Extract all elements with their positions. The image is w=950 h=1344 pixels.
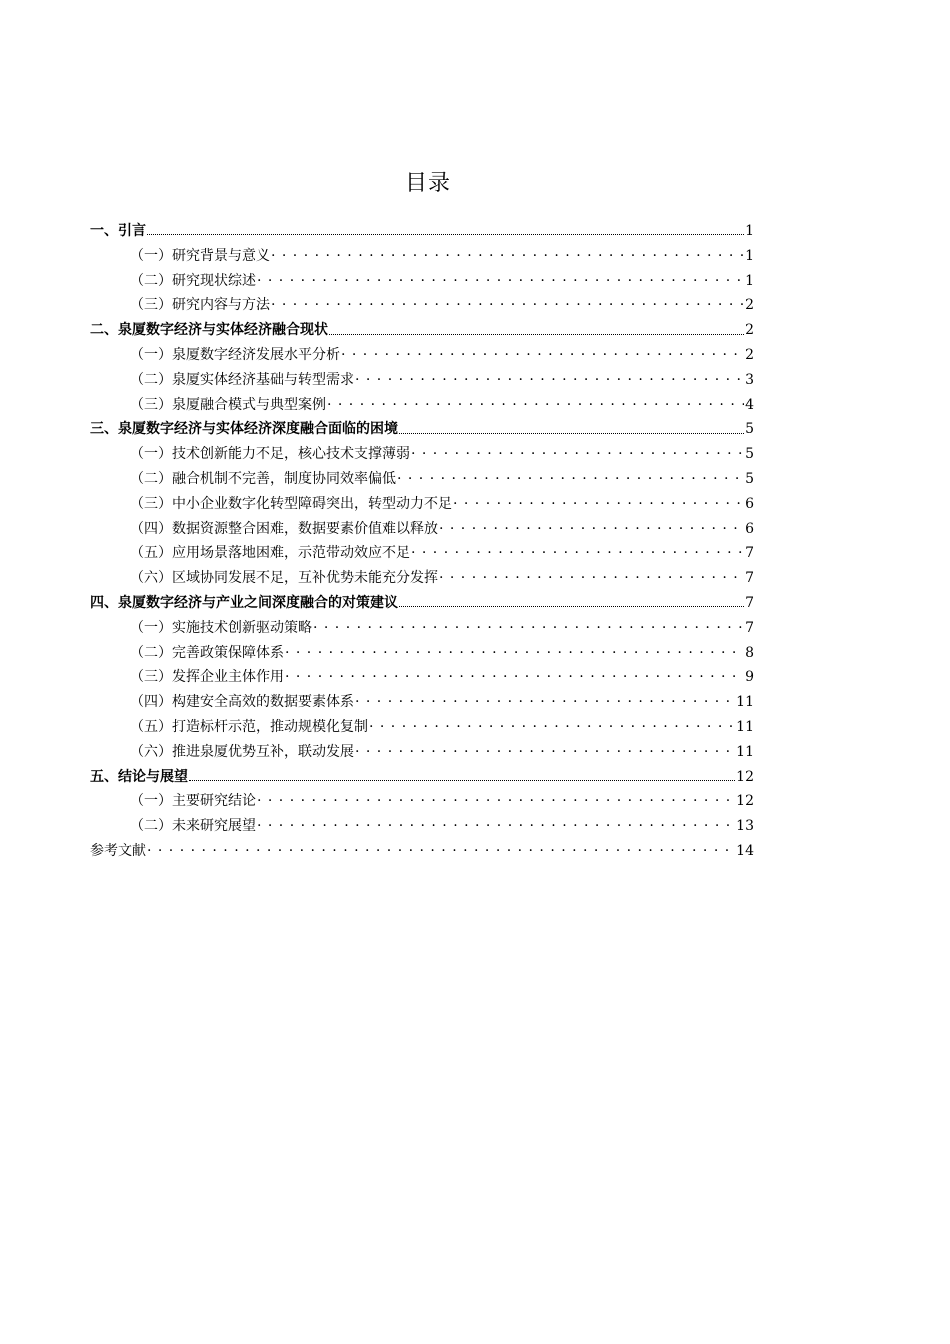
- toc-section-entry[interactable]: [90, 368, 754, 393]
- toc-dot-leader: [285, 667, 744, 681]
- toc-entry-text: （三）发挥企业主体作用: [130, 669, 284, 686]
- toc-section-entry[interactable]: [90, 814, 754, 839]
- toc-dot-leader: [147, 841, 735, 855]
- toc-entry-text: （一）泉厦数字经济发展水平分析: [130, 346, 340, 363]
- toc-section-entry[interactable]: [90, 740, 754, 765]
- toc-page-number: 1: [745, 223, 754, 239]
- toc-page-number: 7: [745, 570, 754, 587]
- toc-dot-leader: [341, 345, 744, 359]
- toc-dot-leader: [355, 692, 735, 706]
- toc-page-number: 6: [745, 495, 754, 512]
- toc-section-entry[interactable]: [90, 641, 754, 666]
- toc-section-entry[interactable]: [90, 492, 754, 517]
- toc-page-number: 1: [745, 272, 754, 289]
- toc-page-number: 9: [745, 669, 754, 686]
- toc-chapter-entry[interactable]: [90, 839, 754, 864]
- toc-entry-text: （三）研究内容与方法: [130, 297, 270, 314]
- toc-section-entry[interactable]: [90, 566, 754, 591]
- toc-section-entry[interactable]: [90, 393, 754, 418]
- toc-section-entry[interactable]: [90, 715, 754, 740]
- toc-page-number: 14: [736, 842, 754, 859]
- toc-section-entry[interactable]: [90, 293, 754, 318]
- toc-entry-text: （二）完善政策保障体系: [130, 644, 284, 661]
- toc-entry-text: （二）未来研究展望: [130, 818, 256, 835]
- toc-entry-text: （一）研究背景与意义: [130, 247, 270, 264]
- toc-entry-text: 参考文献: [90, 842, 146, 859]
- toc-dot-leader: [453, 494, 744, 508]
- toc-page-number: 8: [745, 644, 754, 661]
- toc-chapter-entry[interactable]: [90, 219, 754, 244]
- toc-page-number: 3: [745, 371, 754, 388]
- toc-page-number: 7: [745, 619, 754, 636]
- toc-page-number: 5: [745, 470, 754, 487]
- toc-page-number: 7: [745, 545, 754, 562]
- toc-section-entry[interactable]: [90, 616, 754, 641]
- toc-dot-leader: [271, 295, 744, 309]
- toc-page-number: 11: [736, 718, 754, 735]
- toc-dot-leader: [327, 395, 744, 409]
- toc-dot-leader: [147, 234, 744, 235]
- toc-page-number: 2: [745, 322, 754, 339]
- toc-dot-leader: [439, 568, 744, 582]
- toc-dot-leader: [189, 780, 735, 781]
- toc-section-entry[interactable]: [90, 517, 754, 542]
- toc-entry-text: 五、结论与展望: [90, 768, 188, 785]
- toc-section-entry[interactable]: [90, 541, 754, 566]
- toc-section-entry[interactable]: [90, 244, 754, 269]
- toc-entry-text: （一）实施技术创新驱动策略: [130, 619, 312, 636]
- toc-section-entry[interactable]: [90, 442, 754, 467]
- toc-entry-text: （三）中小企业数字化转型障碍突出，转型动力不足: [130, 495, 452, 512]
- toc-page-number: 11: [736, 743, 754, 760]
- toc-entry-text: （五）打造标杆示范，推动规模化复制: [130, 718, 368, 735]
- toc-dot-leader: [397, 469, 744, 483]
- toc-dot-leader: [355, 370, 744, 384]
- toc-dot-leader: [257, 271, 744, 285]
- toc-dot-leader: [313, 618, 744, 632]
- toc-page-number: 11: [736, 694, 754, 711]
- toc-entry-text: （一）主要研究结论: [130, 793, 256, 810]
- toc-section-entry[interactable]: [90, 343, 754, 368]
- toc-entry-text: （二）泉厦实体经济基础与转型需求: [130, 371, 354, 388]
- toc-entry-text: 四、泉厦数字经济与产业之间深度融合的对策建议: [90, 594, 398, 611]
- toc-chapter-entry[interactable]: [90, 318, 754, 343]
- toc-page-number: 2: [745, 297, 754, 314]
- toc-entry-text: （二）研究现状综述: [130, 272, 256, 289]
- toc-page-number: 7: [745, 594, 754, 611]
- toc-dot-leader: [257, 791, 735, 805]
- toc-section-entry[interactable]: [90, 690, 754, 715]
- toc-section-entry[interactable]: [90, 269, 754, 294]
- toc-chapter-entry[interactable]: [90, 765, 754, 790]
- toc-section-entry[interactable]: [90, 665, 754, 690]
- toc-page-number: 12: [736, 793, 754, 810]
- toc-entry-text: （四）构建安全高效的数据要素体系: [130, 694, 354, 711]
- toc-page-number: 6: [745, 520, 754, 537]
- toc-title: 目录: [404, 171, 451, 196]
- toc-entry-text: （三）泉厦融合模式与典型案例: [130, 396, 326, 413]
- toc-dot-leader: [369, 717, 735, 731]
- toc-entry-text: （六）区域协同发展不足，互补优势未能充分发挥: [130, 570, 438, 587]
- toc-dot-leader: [355, 742, 735, 756]
- toc-entry-text: （四）数据资源整合困难，数据要素价值难以释放: [130, 520, 438, 537]
- toc-dot-leader: [399, 606, 744, 607]
- toc-entry-text: （二）融合机制不完善，制度协同效率偏低: [130, 470, 396, 487]
- toc-page-number: 5: [745, 446, 754, 463]
- toc-dot-leader: [271, 246, 744, 260]
- toc-section-entry[interactable]: [90, 789, 754, 814]
- toc-dot-leader: [439, 519, 744, 533]
- toc-entry-text: （五）应用场景落地困难，示范带动效应不足: [130, 545, 410, 562]
- toc-dot-leader: [329, 334, 744, 335]
- toc-chapter-entry[interactable]: [90, 591, 754, 616]
- toc-page-number: 2: [745, 346, 754, 363]
- toc-dot-leader: [257, 816, 735, 830]
- toc-page-number: 13: [736, 818, 754, 835]
- toc-page-number: 4: [745, 396, 754, 413]
- toc-entry-text: 三、泉厦数字经济与实体经济深度融合面临的困境: [90, 421, 398, 438]
- toc-page-number: 1: [745, 247, 754, 264]
- toc-entry-text: 二、泉厦数字经济与实体经济融合现状: [90, 322, 328, 339]
- table-of-contents: [90, 219, 754, 864]
- toc-dot-leader: [285, 643, 744, 657]
- toc-dot-leader: [399, 433, 744, 434]
- toc-section-entry[interactable]: [90, 467, 754, 492]
- toc-page-number: 12: [736, 768, 754, 785]
- toc-chapter-entry[interactable]: [90, 417, 754, 442]
- toc-dot-leader: [411, 444, 744, 458]
- toc-dot-leader: [411, 543, 744, 557]
- toc-entry-text: （一）技术创新能力不足，核心技术支撑薄弱: [130, 446, 410, 463]
- toc-entry-text: （六）推进泉厦优势互补，联动发展: [130, 743, 354, 760]
- toc-entry-text: 一、引言: [90, 223, 146, 239]
- toc-page-number: 5: [745, 421, 754, 438]
